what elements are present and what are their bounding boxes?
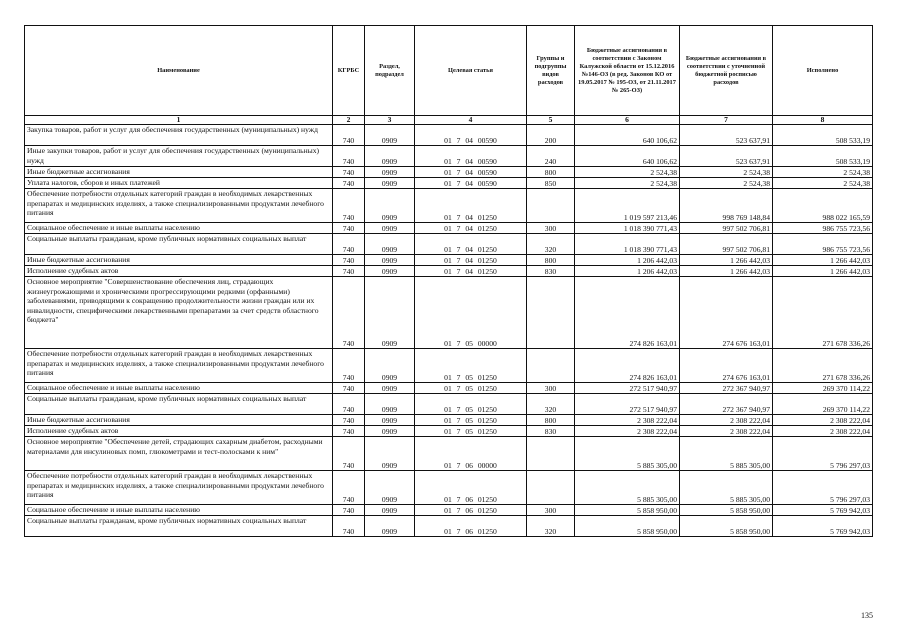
- column-number: 8: [773, 116, 873, 125]
- row-target: 01 7 05 01250: [415, 426, 527, 437]
- row-kgrbs: 740: [333, 146, 365, 167]
- row-allocation-list: 523 637,91: [680, 146, 773, 167]
- row-kgrbs: 740: [333, 223, 365, 234]
- row-allocation-list: 2 308 222,04: [680, 426, 773, 437]
- row-executed: 5 796 297,03: [773, 437, 873, 471]
- row-section: 0909: [365, 394, 415, 415]
- header-section: Раздел, подраздел: [365, 26, 415, 116]
- row-allocation-list: 274 676 163,01: [680, 277, 773, 349]
- row-executed: 2 308 222,04: [773, 415, 873, 426]
- row-kgrbs: 740: [333, 277, 365, 349]
- row-target: 01 7 04 00590: [415, 125, 527, 146]
- row-section: 0909: [365, 437, 415, 471]
- row-allocation-law: 1 018 390 771,43: [575, 223, 680, 234]
- row-group: [527, 189, 575, 223]
- row-kgrbs: 740: [333, 255, 365, 266]
- row-group: 850: [527, 178, 575, 189]
- row-name: Иные бюджетные ассигнования: [25, 167, 333, 178]
- row-allocation-law: 5 858 950,00: [575, 516, 680, 537]
- row-target: 01 7 04 00590: [415, 146, 527, 167]
- table-row: [25, 266, 873, 277]
- row-allocation-list: 274 676 163,01: [680, 349, 773, 383]
- row-executed: 269 370 114,22: [773, 383, 873, 394]
- column-number: 3: [365, 116, 415, 125]
- column-number: 5: [527, 116, 575, 125]
- row-group: 320: [527, 394, 575, 415]
- row-kgrbs: 740: [333, 178, 365, 189]
- row-section: 0909: [365, 189, 415, 223]
- row-executed: 269 370 114,22: [773, 394, 873, 415]
- row-allocation-law: 5 858 950,00: [575, 505, 680, 516]
- row-section: 0909: [365, 349, 415, 383]
- row-section: 0909: [365, 178, 415, 189]
- row-allocation-list: 272 367 940,97: [680, 394, 773, 415]
- row-target: 01 7 06 01250: [415, 516, 527, 537]
- row-allocation-law: 272 517 940,97: [575, 394, 680, 415]
- row-section: 0909: [365, 255, 415, 266]
- row-kgrbs: 740: [333, 234, 365, 255]
- row-allocation-list: 5 858 950,00: [680, 505, 773, 516]
- column-number: 4: [415, 116, 527, 125]
- row-section: 0909: [365, 415, 415, 426]
- row-allocation-list: 272 367 940,97: [680, 383, 773, 394]
- row-executed: 1 266 442,03: [773, 266, 873, 277]
- row-section: 0909: [365, 223, 415, 234]
- column-number: 6: [575, 116, 680, 125]
- row-group: [527, 437, 575, 471]
- row-executed: 5 769 942,03: [773, 516, 873, 537]
- row-name: Обеспечение потребности отдельных категорий граждан в необходимых лекарственных препаратах и медицинских изделиях, а также специализированными продуктами лечебного питания: [25, 349, 333, 383]
- header-group: Группы и подгруппы видов расходов: [527, 26, 575, 116]
- row-target: 01 7 04 01250: [415, 223, 527, 234]
- table-row: [25, 426, 873, 437]
- header-kgrbs: КГРБС: [333, 26, 365, 116]
- row-group: 830: [527, 426, 575, 437]
- row-group: [527, 349, 575, 383]
- table-row: [25, 223, 873, 234]
- row-name: Социальные выплаты гражданам, кроме публичных нормативных социальных выплат: [25, 394, 333, 415]
- row-executed: 508 533,19: [773, 125, 873, 146]
- row-allocation-law: 272 517 940,97: [575, 383, 680, 394]
- row-group: 240: [527, 146, 575, 167]
- row-section: 0909: [365, 266, 415, 277]
- row-target: 01 7 05 00000: [415, 277, 527, 349]
- row-allocation-law: 2 308 222,04: [575, 426, 680, 437]
- row-allocation-list: 997 502 706,81: [680, 234, 773, 255]
- row-kgrbs: 740: [333, 383, 365, 394]
- table-row: [25, 277, 873, 349]
- row-kgrbs: 740: [333, 437, 365, 471]
- row-kgrbs: 740: [333, 516, 365, 537]
- row-name: Обеспечение потребности отдельных категорий граждан в необходимых лекарственных препаратах и медицинских изделиях, а также специализированными продуктами лечебного питания: [25, 189, 333, 223]
- row-allocation-list: 2 524,38: [680, 167, 773, 178]
- row-section: 0909: [365, 426, 415, 437]
- row-executed: 2 308 222,04: [773, 426, 873, 437]
- row-executed: 5 769 942,03: [773, 505, 873, 516]
- row-allocation-law: 2 524,38: [575, 167, 680, 178]
- row-group: 320: [527, 234, 575, 255]
- table-row: [25, 146, 873, 167]
- row-name: Основное мероприятие "Обеспечение детей, страдающих сахарным диабетом, расходными материалами для инсулиновых помп, глюкометрами и тест-полосками к ним": [25, 437, 333, 471]
- row-target: 01 7 05 01250: [415, 383, 527, 394]
- table-row: [25, 383, 873, 394]
- table-row: [25, 125, 873, 146]
- row-kgrbs: 740: [333, 266, 365, 277]
- budget-execution-table: [24, 25, 873, 537]
- row-executed: 1 266 442,03: [773, 255, 873, 266]
- row-section: 0909: [365, 234, 415, 255]
- row-group: 200: [527, 125, 575, 146]
- row-name: Социальные выплаты гражданам, кроме публичных нормативных социальных выплат: [25, 516, 333, 537]
- row-name: Иные закупки товаров, работ и услуг для обеспечения государственных (муниципальных) нужд: [25, 146, 333, 167]
- row-allocation-law: 2 308 222,04: [575, 415, 680, 426]
- row-allocation-law: 2 524,38: [575, 178, 680, 189]
- row-allocation-list: 998 769 148,84: [680, 189, 773, 223]
- row-kgrbs: 740: [333, 415, 365, 426]
- header-name: Наименование: [25, 26, 333, 116]
- header-executed: Исполнено: [773, 26, 873, 116]
- row-target: 01 7 06 01250: [415, 471, 527, 505]
- row-target: 01 7 04 01250: [415, 234, 527, 255]
- row-name: Закупка товаров, работ и услуг для обеспечения государственных (муниципальных) нужд: [25, 125, 333, 146]
- table-row: [25, 415, 873, 426]
- row-kgrbs: 740: [333, 349, 365, 383]
- column-number: 1: [25, 116, 333, 125]
- row-target: 01 7 05 01250: [415, 349, 527, 383]
- table-row: [25, 437, 873, 471]
- row-allocation-list: 2 524,38: [680, 178, 773, 189]
- row-kgrbs: 740: [333, 505, 365, 516]
- row-target: 01 7 04 01250: [415, 266, 527, 277]
- table-row: [25, 505, 873, 516]
- row-executed: 271 678 336,26: [773, 277, 873, 349]
- row-allocation-list: 5 885 305,00: [680, 437, 773, 471]
- row-target: 01 7 04 00590: [415, 178, 527, 189]
- header-allocations-law: Бюджетные ассигнования в соответствии с Законом Калужской области от 15.12.2016 №146-ОЗ (в ред. Законов КО от 19.05.2017 № 195-ОЗ, от 21.11.2017 № 265-ОЗ): [575, 26, 680, 116]
- table-row: [25, 471, 873, 505]
- row-executed: 986 755 723,56: [773, 223, 873, 234]
- table-row: [25, 255, 873, 266]
- table-row: [25, 167, 873, 178]
- row-name: Уплата налогов, сборов и иных платежей: [25, 178, 333, 189]
- row-allocation-law: 5 885 305,00: [575, 471, 680, 505]
- row-allocation-list: 1 266 442,03: [680, 255, 773, 266]
- row-group: [527, 471, 575, 505]
- row-group: 800: [527, 167, 575, 178]
- row-section: 0909: [365, 167, 415, 178]
- row-kgrbs: 740: [333, 125, 365, 146]
- row-name: Исполнение судебных актов: [25, 266, 333, 277]
- column-number: 2: [333, 116, 365, 125]
- row-section: 0909: [365, 125, 415, 146]
- row-section: 0909: [365, 471, 415, 505]
- table-row: [25, 349, 873, 383]
- row-target: 01 7 04 01250: [415, 189, 527, 223]
- row-group: 300: [527, 223, 575, 234]
- row-allocation-list: 5 885 305,00: [680, 471, 773, 505]
- row-kgrbs: 740: [333, 394, 365, 415]
- row-executed: 2 524,38: [773, 167, 873, 178]
- row-group: 320: [527, 516, 575, 537]
- header-row: [25, 26, 873, 116]
- row-allocation-list: 523 637,91: [680, 125, 773, 146]
- row-target: 01 7 06 01250: [415, 505, 527, 516]
- row-allocation-law: 640 106,62: [575, 146, 680, 167]
- row-section: 0909: [365, 146, 415, 167]
- row-target: 01 7 04 01250: [415, 255, 527, 266]
- row-name: Социальные выплаты гражданам, кроме публичных нормативных социальных выплат: [25, 234, 333, 255]
- row-group: 830: [527, 266, 575, 277]
- table-row: [25, 234, 873, 255]
- row-allocation-law: 274 826 163,01: [575, 349, 680, 383]
- row-section: 0909: [365, 383, 415, 394]
- table-row: [25, 394, 873, 415]
- row-allocation-law: 1 018 390 771,43: [575, 234, 680, 255]
- row-allocation-law: 5 885 305,00: [575, 437, 680, 471]
- row-group: 300: [527, 383, 575, 394]
- table-body: [25, 125, 873, 537]
- row-target: 01 7 05 01250: [415, 415, 527, 426]
- row-name: Социальное обеспечение и иные выплаты населению: [25, 505, 333, 516]
- header-target: Целевая статья: [415, 26, 527, 116]
- row-name: Основное мероприятие "Совершенствование обеспечения лиц, страдающих жизнеугрожающими и хроническими прогрессирующими редкими (орфанными) заболеваниями, приводящими к сокращению продолжительности жизни граждан или их инвалидности, специфическими лекарственными препаратами за счет средств областного бюджета": [25, 277, 333, 349]
- row-kgrbs: 740: [333, 471, 365, 505]
- header-allocations-list: Бюджетные ассигнования в соответствии с уточненной бюджетной росписью расходов: [680, 26, 773, 116]
- row-allocation-law: 1 206 442,03: [575, 255, 680, 266]
- row-executed: 5 796 297,03: [773, 471, 873, 505]
- column-number: 7: [680, 116, 773, 125]
- row-group: 300: [527, 505, 575, 516]
- page-number: 135: [861, 611, 873, 620]
- row-group: 800: [527, 255, 575, 266]
- table-row: [25, 189, 873, 223]
- row-kgrbs: 740: [333, 426, 365, 437]
- row-section: 0909: [365, 277, 415, 349]
- row-allocation-list: 5 858 950,00: [680, 516, 773, 537]
- row-allocation-list: 1 266 442,03: [680, 266, 773, 277]
- row-section: 0909: [365, 516, 415, 537]
- table-row: [25, 178, 873, 189]
- row-kgrbs: 740: [333, 189, 365, 223]
- row-name: Обеспечение потребности отдельных категорий граждан в необходимых лекарственных препаратах и медицинских изделиях, а также специализированными продуктами лечебного питания: [25, 471, 333, 505]
- row-allocation-law: 274 826 163,01: [575, 277, 680, 349]
- table-row: [25, 516, 873, 537]
- row-executed: 271 678 336,26: [773, 349, 873, 383]
- row-group: 800: [527, 415, 575, 426]
- row-name: Иные бюджетные ассигнования: [25, 415, 333, 426]
- row-section: 0909: [365, 505, 415, 516]
- row-executed: 986 755 723,56: [773, 234, 873, 255]
- row-executed: 988 022 165,59: [773, 189, 873, 223]
- row-allocation-law: 1 019 597 213,46: [575, 189, 680, 223]
- row-kgrbs: 740: [333, 167, 365, 178]
- row-name: Иные бюджетные ассигнования: [25, 255, 333, 266]
- row-name: Социальное обеспечение и иные выплаты населению: [25, 383, 333, 394]
- row-target: 01 7 06 00000: [415, 437, 527, 471]
- row-allocation-list: 997 502 706,81: [680, 223, 773, 234]
- row-name: Исполнение судебных актов: [25, 426, 333, 437]
- row-allocation-law: 640 106,62: [575, 125, 680, 146]
- row-allocation-list: 2 308 222,04: [680, 415, 773, 426]
- column-number-row: [25, 116, 873, 125]
- row-executed: 508 533,19: [773, 146, 873, 167]
- row-target: 01 7 04 00590: [415, 167, 527, 178]
- row-allocation-law: 1 206 442,03: [575, 266, 680, 277]
- row-target: 01 7 05 01250: [415, 394, 527, 415]
- row-executed: 2 524,38: [773, 178, 873, 189]
- row-name: Социальное обеспечение и иные выплаты населению: [25, 223, 333, 234]
- row-group: [527, 277, 575, 349]
